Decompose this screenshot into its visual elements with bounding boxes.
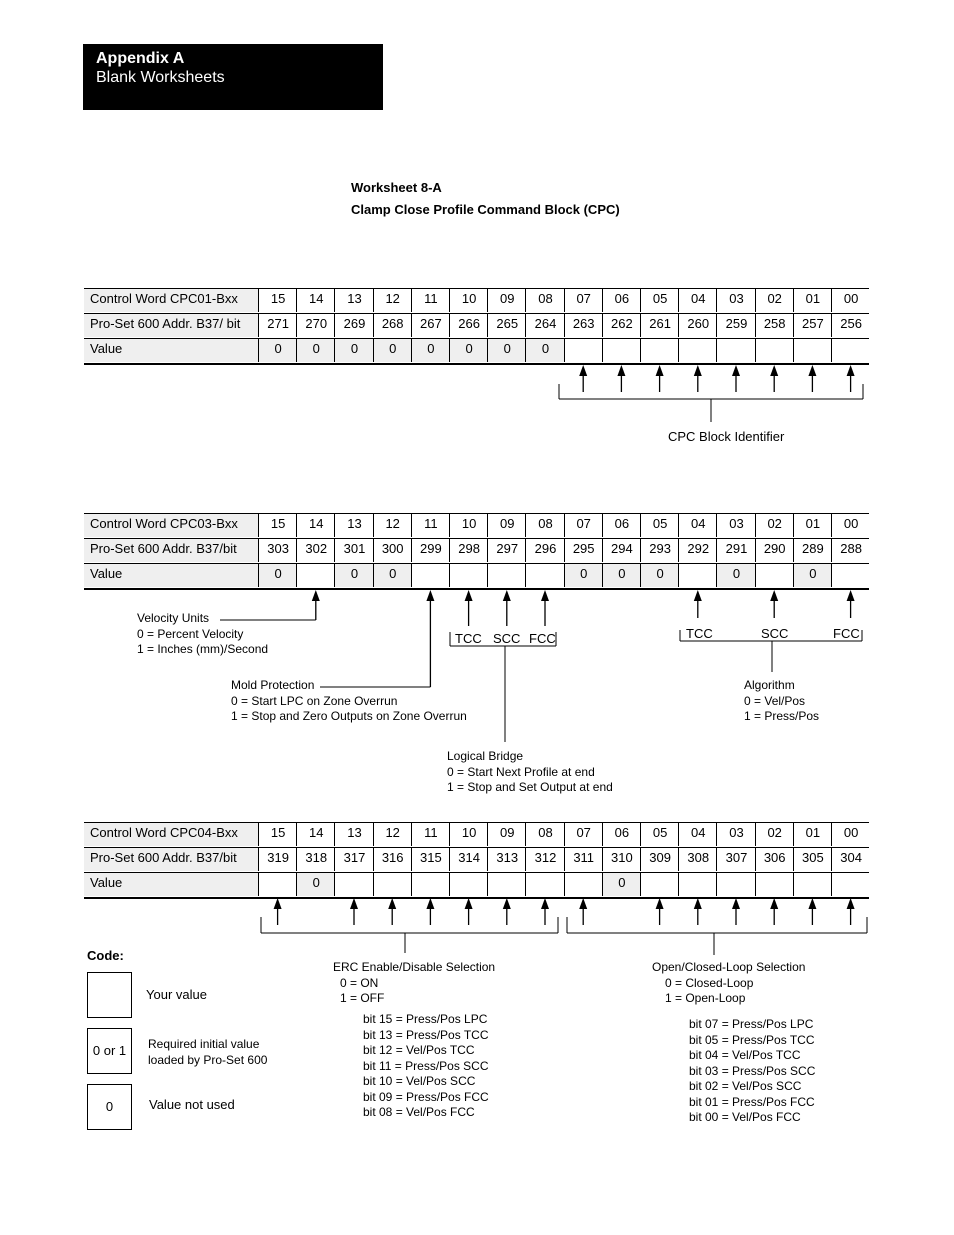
arrow-head [426, 590, 434, 601]
table-cell: 291 [716, 539, 755, 562]
table-cell[interactable] [525, 564, 564, 587]
value-row [84, 338, 869, 365]
row-label: Value [84, 873, 258, 896]
arrow-head [732, 365, 740, 376]
worksheet-number: Worksheet 8-A [351, 180, 442, 195]
arrow-head [847, 590, 855, 601]
arrow-head [770, 365, 778, 376]
table-cell: 260 [678, 314, 717, 337]
table-cell[interactable] [755, 339, 794, 362]
address-row [84, 538, 869, 563]
table-cell: 304 [831, 848, 870, 871]
table-cell: 305 [793, 848, 832, 871]
address-row [84, 847, 869, 872]
arrow-head [694, 898, 702, 909]
table-cell: 14 [296, 823, 335, 846]
table-cell: 265 [487, 314, 526, 337]
table-cell: 292 [678, 539, 717, 562]
table-cell: 312 [525, 848, 564, 871]
table-cell: 296 [525, 539, 564, 562]
table-cell: 0 [258, 564, 297, 587]
table-cell: 271 [258, 314, 297, 337]
table-cell: 11 [411, 823, 450, 846]
table-cell: 257 [793, 314, 832, 337]
table-cell: 315 [411, 848, 450, 871]
table-cell: 268 [373, 314, 412, 337]
table-cell[interactable] [678, 873, 717, 896]
row-label: Control Word CPC03-Bxx [84, 514, 258, 537]
table-cell: 299 [411, 539, 450, 562]
table-cell: 06 [602, 514, 641, 537]
table-cell: 314 [449, 848, 488, 871]
table-cell: 307 [716, 848, 755, 871]
algorithm-fcc-label: FCC [833, 626, 860, 641]
table-cell: 297 [487, 539, 526, 562]
table-cell: 04 [678, 289, 717, 312]
table-cell: 15 [258, 289, 297, 312]
table-cell[interactable] [411, 564, 450, 587]
table-cell: 0 [373, 564, 412, 587]
table-cell: 266 [449, 314, 488, 337]
table-cell: 0 [449, 339, 488, 362]
table-cell: 0 [602, 873, 641, 896]
arrow-head [541, 590, 549, 601]
arrow-head [617, 365, 625, 376]
arrow-head [808, 365, 816, 376]
table-cell: 07 [564, 514, 603, 537]
arrow-head [656, 365, 664, 376]
loop-bit-list: bit 07 = Press/Pos LPC bit 05 = Press/Pos TCC bit 04 = Vel/Pos TCC bit 03 = Press/Pos SCC bit 02 = Vel/Pos SCC bit 01 = Press/Pos FCC bit 00 = Vel/Pos FCC [689, 1017, 816, 1124]
table-cell: 07 [564, 289, 603, 312]
table-cell: 313 [487, 848, 526, 871]
table-cell[interactable] [373, 873, 412, 896]
code-box-required: 0 or 1 [87, 1028, 132, 1074]
bit-number-row [84, 288, 869, 313]
table-cell: 270 [296, 314, 335, 337]
table-cell[interactable] [793, 339, 832, 362]
table-cell[interactable] [411, 873, 450, 896]
table-cell: 262 [602, 314, 641, 337]
arrow-head [426, 898, 434, 909]
table-cell: 256 [831, 314, 870, 337]
table-cell[interactable] [564, 339, 603, 362]
arrow-head [503, 590, 511, 601]
table-cell: 267 [411, 314, 450, 337]
table-cell[interactable] [602, 339, 641, 362]
arrow-head [312, 590, 320, 601]
table-cell: 04 [678, 514, 717, 537]
logical-bridge-note: Logical Bridge 0 = Start Next Profile at end 1 = Stop and Set Output at end [447, 749, 613, 794]
erc-bit-list: bit 15 = Press/Pos LPC bit 13 = Press/Pos TCC bit 12 = Vel/Pos TCC bit 11 = Press/Pos SCC bit 10 = Vel/Pos SCC bit 09 = Press/Pos FCC bit 08 = Vel/Pos FCC [363, 1012, 489, 1119]
row-label: Value [84, 339, 258, 362]
arrow-head [388, 898, 396, 909]
table-cell: 302 [296, 539, 335, 562]
table-cell: 05 [640, 289, 679, 312]
table-cell: 08 [525, 823, 564, 846]
table-cell: 298 [449, 539, 488, 562]
table-cell[interactable] [678, 339, 717, 362]
algorithm-note: Algorithm 0 = Vel/Pos 1 = Press/Pos [744, 678, 820, 723]
table-cell: 0 [258, 339, 297, 362]
table-cell[interactable] [564, 873, 603, 896]
table-cell: 0 [716, 564, 755, 587]
table-cell: 05 [640, 823, 679, 846]
table-cell: 00 [831, 289, 870, 312]
table-cell: 261 [640, 314, 679, 337]
table-cell[interactable] [678, 564, 717, 587]
table-cell[interactable] [640, 339, 679, 362]
arrow-head [732, 898, 740, 909]
table-cell: 316 [373, 848, 412, 871]
appendix-subtitle: Blank Worksheets [96, 69, 225, 86]
table-cell: 295 [564, 539, 603, 562]
table-cell: 269 [334, 314, 373, 337]
table-cell: 319 [258, 848, 297, 871]
table-cell: 259 [716, 314, 755, 337]
arrow-head [770, 898, 778, 909]
table-cell[interactable] [258, 873, 297, 896]
address-row [84, 313, 869, 338]
table-cell: 0 [602, 564, 641, 587]
table-cell[interactable] [716, 339, 755, 362]
table-cell: 10 [449, 289, 488, 312]
arrow-head [694, 365, 702, 376]
table-cell: 0 [296, 339, 335, 362]
arrow-head [579, 365, 587, 376]
table-cell[interactable] [755, 564, 794, 587]
table-cell: 264 [525, 314, 564, 337]
table-cell: 08 [525, 289, 564, 312]
table-cell[interactable] [716, 873, 755, 896]
table-cell: 317 [334, 848, 373, 871]
row-label: Control Word CPC04-Bxx [84, 823, 258, 846]
table-cell: 10 [449, 823, 488, 846]
table-cell: 290 [755, 539, 794, 562]
table-cell: 13 [334, 289, 373, 312]
mold-protection-note: Mold Protection 0 = Start LPC on Zone Overrun 1 = Stop and Zero Outputs on Zone Overrun [231, 678, 467, 723]
code-label-required: Required initial value loaded by Pro-Set 600 [148, 1037, 268, 1067]
bridge-tcc-label: TCC [455, 631, 482, 646]
table-cell[interactable] [755, 873, 794, 896]
velocity-units-note: Velocity Units 0 = Percent Velocity 1 = Inches (mm)/Second [137, 611, 269, 656]
bridge-scc-label: SCC [493, 631, 521, 646]
table-cell: 306 [755, 848, 794, 871]
table-cell: 07 [564, 823, 603, 846]
table-cell: 0 [373, 339, 412, 362]
table-cell[interactable] [449, 564, 488, 587]
arrow-head [579, 898, 587, 909]
arrow-head [465, 590, 473, 601]
table-cell: 301 [334, 539, 373, 562]
table-cell: 318 [296, 848, 335, 871]
table-cell: 09 [487, 823, 526, 846]
code-box-not-used: 0 [87, 1084, 132, 1130]
row-label: Pro-Set 600 Addr. B37/bit [84, 539, 258, 562]
table-cell: 02 [755, 289, 794, 312]
loop-selection-note: Open/Closed-Loop Selection 0 = Closed-Loop 1 = Open-Loop [652, 960, 806, 1005]
table-cell: 0 [640, 564, 679, 587]
table-cell: 10 [449, 514, 488, 537]
arrow-head [350, 898, 358, 909]
table-cell: 308 [678, 848, 717, 871]
table-cell: 310 [602, 848, 641, 871]
table-cell[interactable] [296, 564, 335, 587]
arrow-head [503, 898, 511, 909]
row-label: Pro-Set 600 Addr. B37/ bit [84, 314, 258, 337]
table-cell: 09 [487, 514, 526, 537]
table-cell: 14 [296, 289, 335, 312]
table-cell: 0 [793, 564, 832, 587]
table-cell: 12 [373, 823, 412, 846]
algorithm-tcc-label: TCC [686, 626, 713, 641]
table-cell: 03 [716, 289, 755, 312]
row-label: Value [84, 564, 258, 587]
table-cell: 258 [755, 314, 794, 337]
table-cell: 01 [793, 514, 832, 537]
table-cell[interactable] [449, 873, 488, 896]
appendix-title: Appendix A [96, 50, 185, 67]
table-cell: 0 [334, 339, 373, 362]
arrow-head [847, 898, 855, 909]
table-cell: 03 [716, 514, 755, 537]
table-cell: 289 [793, 539, 832, 562]
table-cell: 0 [334, 564, 373, 587]
table-cell: 0 [487, 339, 526, 362]
table-cell: 293 [640, 539, 679, 562]
code-title: Code: [87, 948, 124, 963]
table-cell: 09 [487, 289, 526, 312]
table-cell[interactable] [334, 873, 373, 896]
table-cell: 13 [334, 823, 373, 846]
code-label-your-value: Your value [146, 987, 207, 1002]
table-cell: 02 [755, 514, 794, 537]
table-cell: 08 [525, 514, 564, 537]
erc-selection-note: ERC Enable/Disable Selection 0 = ON 1 = OFF [333, 960, 496, 1005]
table-cell[interactable] [831, 564, 870, 587]
table-cell: 00 [831, 823, 870, 846]
appendix-header [83, 44, 383, 110]
table-cell: 12 [373, 289, 412, 312]
table-cell: 05 [640, 514, 679, 537]
bit-number-row [84, 513, 869, 538]
table-cell[interactable] [487, 564, 526, 587]
table-cell: 02 [755, 823, 794, 846]
table-cell: 14 [296, 514, 335, 537]
arrow-head [770, 590, 778, 601]
table-cell: 294 [602, 539, 641, 562]
table-cell[interactable] [487, 873, 526, 896]
table-cell: 263 [564, 314, 603, 337]
table-cell: 0 [411, 339, 450, 362]
arrow-head [694, 590, 702, 601]
row-label: Pro-Set 600 Addr. B37/bit [84, 848, 258, 871]
table-cell: 15 [258, 514, 297, 537]
arrow-head [847, 365, 855, 376]
cpc-block-identifier-label: CPC Block Identifier [668, 429, 785, 444]
table-cell: 11 [411, 289, 450, 312]
table-cell: 01 [793, 289, 832, 312]
worksheet-name: Clamp Close Profile Command Block (CPC) [351, 202, 620, 217]
table-cell: 04 [678, 823, 717, 846]
table-cell: 303 [258, 539, 297, 562]
table-cell: 0 [564, 564, 603, 587]
table-cell: 06 [602, 823, 641, 846]
arrow-head [656, 898, 664, 909]
arrow-head [274, 898, 282, 909]
value-row [84, 872, 869, 899]
arrow-head [541, 898, 549, 909]
bridge-fcc-label: FCC [529, 631, 556, 646]
row-label: Control Word CPC01-Bxx [84, 289, 258, 312]
table-cell: 311 [564, 848, 603, 871]
table-cell[interactable] [640, 873, 679, 896]
arrow-head [465, 898, 473, 909]
table-cell: 13 [334, 514, 373, 537]
table-cell[interactable] [525, 873, 564, 896]
table-cell: 0 [525, 339, 564, 362]
table-cell: 0 [296, 873, 335, 896]
table-cell: 06 [602, 289, 641, 312]
table-cell: 11 [411, 514, 450, 537]
table-cell: 288 [831, 539, 870, 562]
algorithm-scc-label: SCC [761, 626, 789, 641]
table-cell[interactable] [831, 873, 870, 896]
code-box-your-value [87, 972, 132, 1018]
table-cell: 03 [716, 823, 755, 846]
value-row [84, 563, 869, 590]
table-cell: 300 [373, 539, 412, 562]
table-cell[interactable] [831, 339, 870, 362]
table-cell: 309 [640, 848, 679, 871]
arrow-head [808, 898, 816, 909]
bit-number-row [84, 822, 869, 847]
table-cell: 12 [373, 514, 412, 537]
code-label-not-used: Value not used [149, 1097, 235, 1112]
table-cell: 00 [831, 514, 870, 537]
table-cell: 01 [793, 823, 832, 846]
table-cell: 15 [258, 823, 297, 846]
table-cell[interactable] [793, 873, 832, 896]
